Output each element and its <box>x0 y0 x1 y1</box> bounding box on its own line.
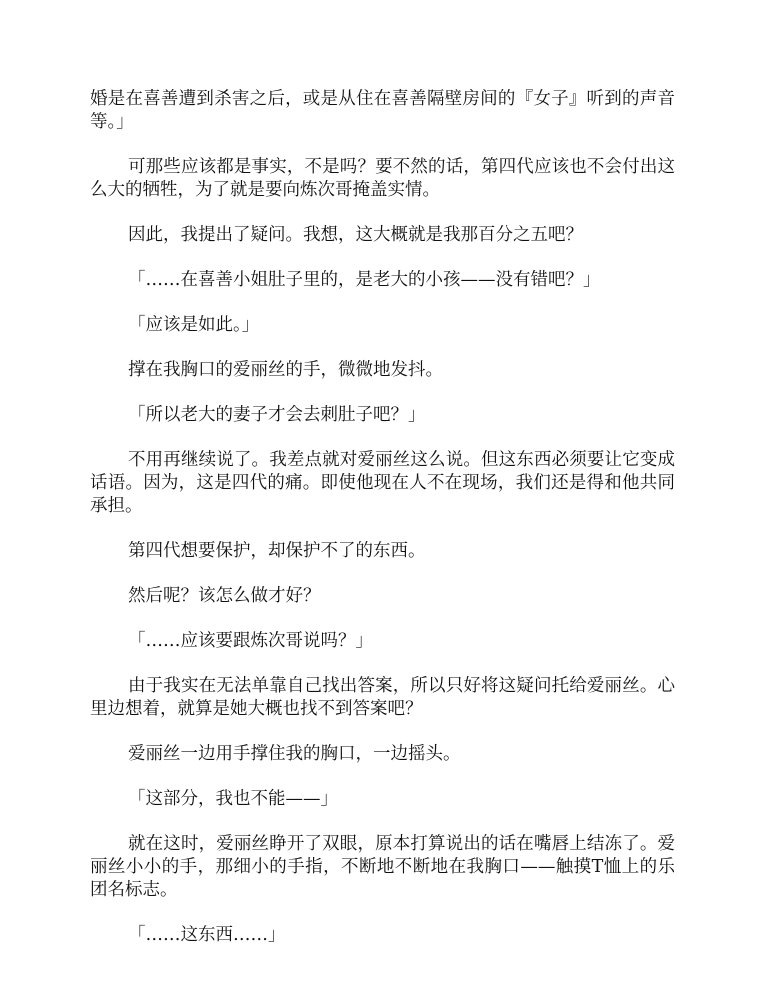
paragraph-1: 婚是在喜善遭到杀害之后，或是从住在喜善隔壁房间的『女子』听到的声音等。」 <box>90 89 675 132</box>
document-page <box>90 88 675 969</box>
paragraph-11: 「……应该要跟炼次哥说吗？」 <box>128 631 373 651</box>
paragraph-6: 撑在我胸口的爱丽丝的手，微微地发抖。 <box>128 360 443 380</box>
paragraph-9: 第四代想要保护，却保护不了的东西。 <box>128 541 426 561</box>
paragraph-7: 「所以老大的妻子才会去刺肚子吧？」 <box>128 405 426 425</box>
paragraph-16: 「……这东西……」 <box>128 925 286 945</box>
paragraph-14: 「这部分，我也不能——」 <box>128 789 338 809</box>
paragraph-4: 「……在喜善小姐肚子里的，是老大的小孩——没有错吧？」 <box>128 270 601 290</box>
paragraph-8: 不用再继续说了。我差点就对爱丽丝这么说。但这东西必须要让它变成话语。因为，这是四代的痛。即使他现在人不在现场，我们还是得和他共同承担。 <box>90 450 675 516</box>
paragraph-15: 就在这时，爱丽丝睁开了双眼，原本打算说出的话在嘴唇上结冻了。爱丽丝小小的手，那细小的手指，不断地不断地在我胸口——触摸T恤上的乐团名标志。 <box>90 834 675 900</box>
paragraph-3: 因此，我提出了疑问。我想，这大概就是我那百分之五吧？ <box>128 225 583 245</box>
paragraph-10: 然后呢？该怎么做才好？ <box>128 586 321 606</box>
paragraph-13: 爱丽丝一边用手撑住我的胸口，一边摇头。 <box>128 744 461 764</box>
paragraph-2: 可那些应该都是事实，不是吗？要不然的话，第四代应该也不会付出这么大的牺牲，为了就是要向炼次哥掩盖实情。 <box>90 157 675 200</box>
paragraph-12: 由于我实在无法单靠自己找出答案，所以只好将这疑问托给爱丽丝。心里边想着，就算是她大概也找不到答案吧？ <box>90 676 675 719</box>
paragraph-5: 「应该是如此。」 <box>128 315 260 335</box>
